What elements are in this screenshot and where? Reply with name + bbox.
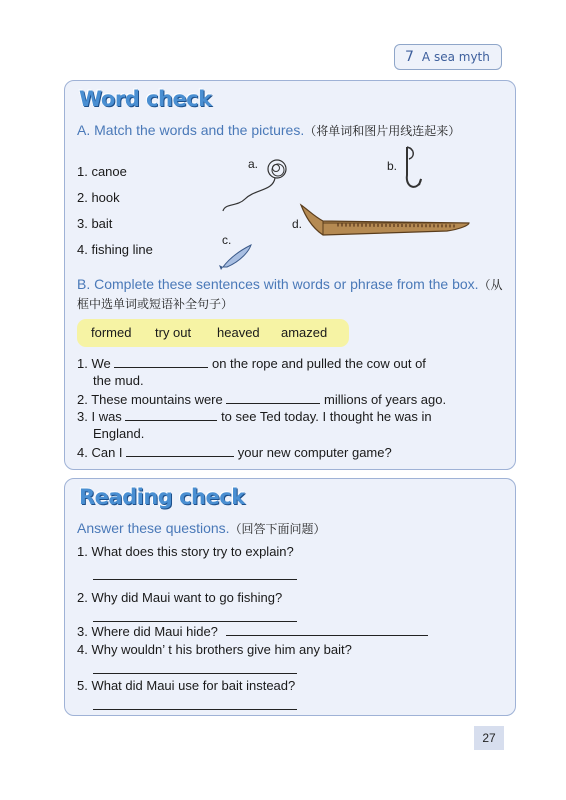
part-b-instruction — [77, 275, 505, 313]
sentence-2 — [77, 391, 446, 408]
sentence-text: These mountains were — [91, 392, 223, 407]
sentence-number: 1. — [77, 356, 88, 371]
answer-line[interactable] — [93, 621, 297, 622]
question-1: 1. What does this story try to explain? — [77, 544, 294, 559]
sentence-text: your new computer game? — [237, 445, 392, 460]
sentence-text: We — [91, 356, 111, 371]
word-check-title: Word check — [79, 87, 212, 111]
question-3-text: 3. Where did Maui hide? — [77, 624, 218, 639]
picture-label-b: b. — [387, 159, 398, 173]
word-check-panel — [64, 80, 516, 470]
word-box-item: try out — [155, 325, 192, 340]
part-b-instruction-text: B. Complete these sentences with words or phrase from the box. — [77, 276, 479, 292]
reading-instruction-text: Answer these questions. — [77, 520, 230, 536]
chapter-tab — [394, 44, 502, 70]
sentence-text: Can I — [91, 445, 123, 460]
sentence-1-continued: the mud. — [93, 373, 144, 388]
answer-blank[interactable] — [226, 391, 320, 404]
question-5: 5. What did Maui use for bait instead? — [77, 678, 296, 693]
word-box-item: heaved — [217, 325, 260, 340]
word-box-item: formed — [91, 325, 132, 340]
canoe-picture — [297, 199, 471, 247]
sentence-number: 3. — [77, 409, 88, 424]
sentence-number: 2. — [77, 392, 88, 407]
word-item-canoe: 1. canoe — [77, 164, 127, 179]
word-box — [77, 319, 349, 347]
answer-blank[interactable] — [126, 444, 234, 457]
word-box-item: amazed — [281, 325, 328, 340]
part-b-instruction-cn: （从框中选单词或短语补全句子） — [77, 278, 503, 311]
reading-check-panel — [64, 478, 516, 716]
fishing-line-picture — [215, 151, 295, 217]
reading-instruction-cn: （回答下面问题） — [229, 522, 326, 536]
page-number: 27 — [474, 726, 504, 750]
sentence-text: I was — [91, 409, 122, 424]
question-3 — [77, 623, 428, 640]
word-item-fishing-line: 4. fishing line — [77, 242, 153, 257]
picture-label-d: d. — [292, 217, 303, 231]
sentence-text: on the rope and pulled the cow out of — [211, 356, 426, 371]
part-a-instruction — [77, 121, 505, 140]
sentence-text: millions of years ago. — [324, 392, 447, 407]
chapter-number: 7 — [405, 49, 414, 65]
sentence-1 — [77, 355, 426, 372]
hook-picture — [395, 145, 425, 199]
chapter-title: A sea myth — [421, 50, 490, 64]
reading-check-title: Reading check — [79, 485, 245, 509]
sentence-number: 4. — [77, 445, 88, 460]
sentence-4 — [77, 444, 392, 461]
sentence-text: to see Ted today. I thought he was in — [221, 409, 432, 424]
word-item-hook: 2. hook — [77, 190, 120, 205]
picture-label-a: a. — [248, 157, 259, 171]
sentence-3-continued: England. — [93, 426, 145, 441]
part-a-instruction-text: A. Match the words and the pictures. — [77, 122, 305, 138]
bait-fish-picture — [217, 241, 257, 271]
reading-instruction — [77, 519, 505, 538]
word-item-bait: 3. bait — [77, 216, 113, 231]
answer-line[interactable] — [93, 579, 297, 580]
answer-blank[interactable] — [226, 623, 428, 636]
answer-line[interactable] — [93, 709, 297, 710]
picture-label-c: c. — [222, 233, 232, 247]
sentence-3 — [77, 408, 432, 425]
part-a-instruction-cn: （将单词和图片用线连起来） — [304, 124, 461, 138]
question-4: 4. Why wouldn’ t his brothers give him any bait? — [77, 642, 352, 657]
answer-blank[interactable] — [125, 408, 217, 421]
answer-blank[interactable] — [114, 355, 208, 368]
answer-line[interactable] — [93, 673, 297, 674]
question-2: 2. Why did Maui want to go fishing? — [77, 590, 283, 605]
